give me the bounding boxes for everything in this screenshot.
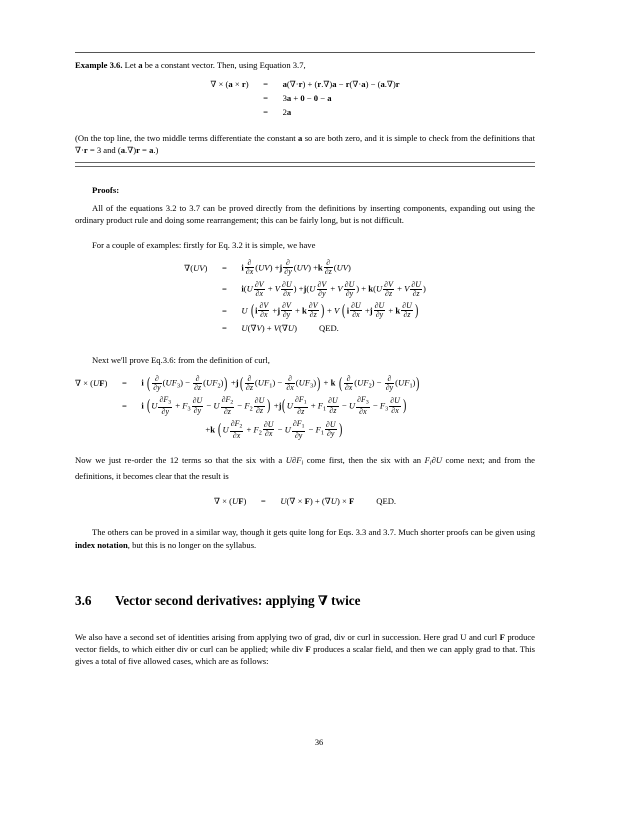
proofs-paragraph-5: The others can be proved in a similar way, though it gets quite long for Eqs. 3.3 and 3.7. Much shorter proofs can be given using index notation, but this is no longer on the syllabus.: [75, 527, 535, 550]
equation-relation: =: [121, 378, 127, 389]
equation-row: [75, 395, 421, 419]
equation-rhs: U (i $\frac{\partial V}{\partial x}$ +j $\frac{\partial V}{\partial y}$ + k $\frac{\partial V}{\partial z}$ ) + V (i $\frac{\partial U}{\partial x}$ +j $\frac{\partial U}{\partial y}$ + k $\frac{\partial U}{\partial z}$ ): [241, 301, 419, 320]
section-number: 3.6: [75, 592, 92, 608]
equation-rhs: U(∇V) + V(∇U) QED.: [241, 323, 339, 334]
spacer: [75, 120, 535, 132]
equation-lhs: [210, 92, 256, 106]
equation-lhs: ∇ × (UF): [213, 495, 247, 506]
example-equation-block: [210, 78, 399, 119]
equation-rhs: i ( $\frac{\partial}{\partial y}$ $(UF_3)$ − $\frac{\partial}{\partial z}$ $(UF_2)) +j$( $\frac{\partial}{\partial z}$ $(UF_1)$ − $\frac{\partial}{\partial x}$ $(UF_3)) + k$ ( $\frac{\partial}{\partial x}$ $(UF_2)$ − $\frac{\partial}{\partial y}$ $(UF_1)$): [141, 373, 420, 392]
equation-relation: =: [121, 400, 127, 411]
equation-lhs: ∇ × (a × r): [210, 79, 249, 90]
proofs-heading: Proofs:: [92, 185, 120, 196]
equation-relation: =: [221, 262, 227, 273]
equation-rhs: U(∇ × F) + (∇U) × F QED.: [280, 495, 397, 506]
equation-rhs: a(∇·r) + (r.∇)a − r(∇·a) − (a.∇)r: [282, 79, 400, 90]
equation-relation: =: [263, 93, 269, 104]
double-horizontal-rule: [75, 162, 535, 167]
section-title: Vector second derivatives: applying ∇ twice: [115, 592, 361, 608]
equation-row: [214, 495, 396, 509]
proofs-paragraph-4: Now we just re-order the 12 terms so that the six with a $U\partial F_i$ come first, then the six with an $F_i\partial U$ come next; and from the definitions, it becomes clear that the result is: [75, 455, 535, 482]
spacer: [75, 71, 535, 78]
equation-lhs: [75, 395, 115, 419]
proofs-paragraph-3: Next we'll prove Eq.3.6: from the definition of curl,: [92, 355, 270, 366]
proofs-paragraph-1: All of the equations 3.2 to 3.7 can be proved directly from the definitions by inserting components, expanding out using the ordinary product rule and doing some rearrangement; this can be fairly long, but is not difficult.: [75, 203, 535, 226]
spacer: [75, 508, 535, 526]
example-label: Example 3.6.: [75, 60, 123, 70]
page-content: [75, 52, 535, 667]
equation-rhs: i (U $\frac{\partial F_3}{\partial y}$ + $F_3$ $\frac{\partial U}{\partial y}$ − U $\frac{\partial F_2}{\partial z}$ − $F_2$ $\frac{\partial U}{\partial z}$ ) +j(U $\frac{\partial F_1}{\partial z}$ + $F_1$ $\frac{\partial U}{\partial z}$ − U $\frac{\partial F_3}{\partial x}$ − $F_3$ $\frac{\partial U}{\partial x}$ ): [141, 395, 407, 416]
equation-rhs: i $\frac{\partial}{\partial x}$ (UV) +j $\frac{\partial}{\partial y}$ (UV) +k $\frac{\partial}{\partial z}$ (UV): [241, 258, 351, 277]
equation-row: [210, 106, 399, 120]
qed-label: QED.: [319, 323, 339, 334]
qed-label: QED.: [376, 495, 397, 506]
equation-row: [75, 373, 421, 395]
spacer: [75, 227, 535, 239]
spacer: [75, 609, 535, 631]
grad-uv-equation-block: [184, 258, 426, 336]
spacer: [75, 173, 535, 185]
equation-lhs: ∇(UV): [184, 262, 208, 273]
equation-relation: =: [221, 323, 227, 334]
spacer: [75, 442, 535, 454]
equation-relation: =: [263, 79, 269, 90]
equation-lhs: [210, 106, 256, 120]
equation-relation: =: [260, 495, 266, 506]
section-body-paragraph: We also have a second set of identities arising from applying two of grad, div or curl in succession. Here grad U and curl F produce vector fields, to which either div or curl can be applied; while div F produces a scalar field, and then we can apply grad to that. This gives a total of five allowed cases, which are as follows:: [75, 631, 536, 667]
equation-rhs: 3a + 0 − 0 − a: [282, 93, 332, 104]
equation-row: [75, 419, 421, 443]
equation-row: [184, 258, 426, 280]
top-horizontal-rule: [75, 52, 535, 53]
equation-row: [210, 92, 399, 106]
equation-rhs: 2a: [282, 107, 292, 118]
spacer: [75, 483, 535, 495]
example-lead-paragraph: [75, 59, 535, 71]
equation-row: [184, 301, 426, 323]
equation-relation: =: [221, 284, 227, 295]
curl-uf-equation-block: [75, 373, 421, 442]
equation-lhs: [75, 419, 115, 443]
equation-relation: =: [263, 107, 269, 118]
example-lead-text: Let a be a constant vector. Then, using Equation 3.7,: [122, 60, 306, 70]
equation-lhs: [184, 301, 215, 323]
equation-relation: [115, 419, 133, 443]
page-number: 36: [314, 738, 324, 747]
proofs-paragraph-2: For a couple of examples: firstly for Eq. 3.2 it is simple, we have: [92, 239, 316, 250]
example-note-paragraph: (On the top line, the two middle terms differentiate the constant a so are both zero, and it is simple to check from the definitions that ∇·r = 3 and (a.∇)r = a.): [75, 132, 535, 155]
curl-result-equation-block: [214, 495, 396, 509]
equation-lhs: ∇ × (UF): [75, 378, 108, 389]
section-heading: [75, 593, 535, 609]
spacer: [75, 195, 535, 202]
spacer: [75, 251, 535, 258]
equation-lhs: [184, 322, 215, 336]
index-notation-term: index notation: [75, 539, 128, 550]
equation-row: [184, 279, 426, 301]
spacer: [75, 336, 535, 354]
spacer: [75, 551, 535, 593]
equation-row: [210, 78, 399, 92]
equation-relation: =: [221, 305, 227, 316]
equation-rhs: i(U $\frac{\partial V}{\partial x}$ + V $\frac{\partial U}{\partial x}$ ) +j(U $\frac{\partial V}{\partial y}$ + V $\frac{\partial U}{\partial y}$ ) + k(U $\frac{\partial V}{\partial z}$ + V $\frac{\partial U}{\partial z}$ ): [241, 279, 426, 298]
equation-lhs: [184, 279, 215, 301]
equation-rhs: +k (U $\frac{\partial F_2}{\partial x}$ + $F_2$ $\frac{\partial U}{\partial x}$ − U $\frac{\partial F_1}{\partial y}$ − $F_1$ $\frac{\partial U}{\partial y}$ ): [205, 419, 342, 440]
equation-row: [184, 322, 426, 336]
spacer: [75, 366, 535, 373]
